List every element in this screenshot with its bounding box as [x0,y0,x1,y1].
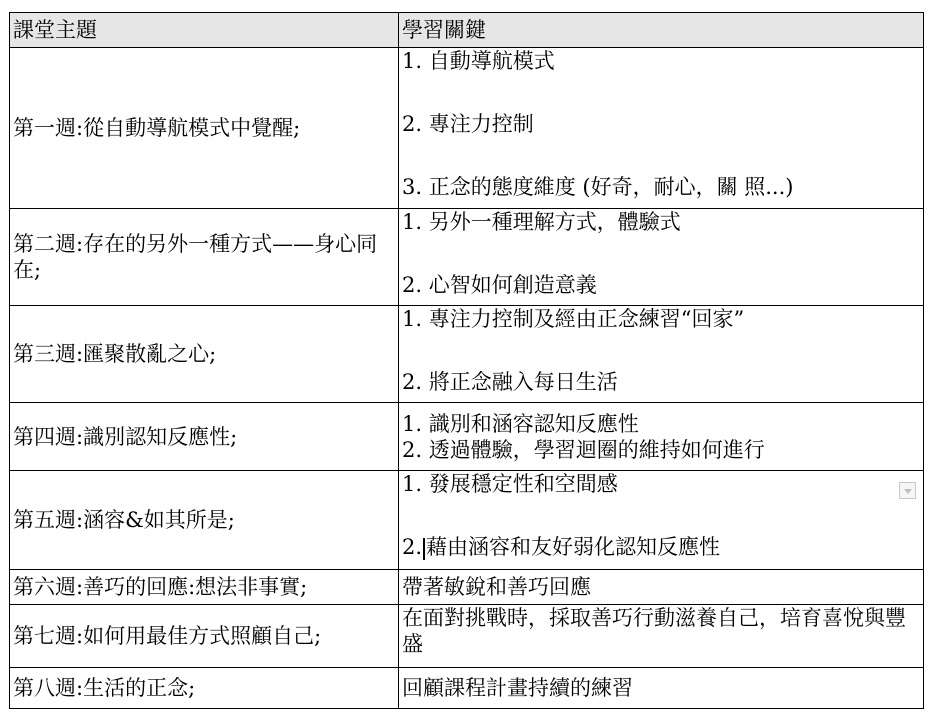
keys-cell[interactable] [399,403,924,471]
table-row [10,209,924,306]
topic-cell[interactable]: 第六週:善巧的回應:想法非事實; [10,570,399,605]
table-row [10,605,924,668]
table-row [10,570,924,605]
key-point: 1. 另外一種理解方式，體驗式 [402,210,681,234]
key-point-with-cursor [402,534,923,560]
keys-cell[interactable] [399,570,924,605]
key-point: 2. 專注力控制 [402,112,534,136]
keys-cell[interactable] [399,306,924,403]
keys-cell[interactable] [399,48,924,209]
keys-cell[interactable] [399,209,924,306]
table-row [10,306,924,403]
cell-dropdown-arrow-icon[interactable] [899,482,916,499]
topic-cell[interactable]: 第三週:匯聚散亂之心; [10,306,399,403]
table-row [10,48,924,209]
keys-cell[interactable] [399,668,924,709]
table-row [10,403,924,471]
key-point: 1. 識別和涵容認知反應性 [402,411,639,436]
topic-cell[interactable]: 第五週:涵容&如其所是; [10,471,399,570]
key-point: 2. 透過體驗，學習迴圈的維持如何進行 [402,437,765,462]
curriculum-sheet [9,12,923,709]
header-row [10,13,924,48]
table-row [10,471,924,570]
topic-cell[interactable]: 第七週:如何用最佳方式照顧自己; [10,605,399,668]
header-keys[interactable]: 學習關鍵 [399,13,924,48]
curriculum-table [9,12,924,709]
key-point: 1. 發展穩定性和空間感 [402,472,618,496]
key-point: 2. 將正念融入每日生活 [402,370,618,394]
topic-cell[interactable]: 第四週:識別認知反應性; [10,403,399,471]
key-point: 3. 正念的態度維度 (好奇，耐心，關 照...) [402,175,794,199]
topic-cell[interactable]: 第二週:存在的另外一種方式——身心同在; [10,209,399,306]
topic-cell[interactable]: 第一週:從自動導航模式中覺醒; [10,48,399,209]
topic-cell[interactable]: 第八週:生活的正念; [10,668,399,709]
key-point: 1. 專注力控制及經由正念練習“回家” [402,307,745,331]
key-point: 1. 自動導航模式 [402,49,555,73]
key-point: 回顧課程計畫持續的練習 [402,676,633,700]
key-point-number: 2. [402,535,423,559]
keys-cell[interactable] [399,471,924,570]
keys-cell[interactable] [399,605,924,668]
key-point: 帶著敏銳和善巧回應 [402,575,591,599]
text-cursor [423,538,425,560]
header-topic[interactable]: 課堂主題 [10,13,399,48]
key-point-text: 藉由涵容和友好弱化認知反應性 [426,535,721,559]
key-point: 在面對挑戰時，採取善巧行動滋養自己，培育喜悅與豐盛 [402,606,906,656]
key-point: 2. 心智如何創造意義 [402,273,597,297]
table-row [10,668,924,709]
